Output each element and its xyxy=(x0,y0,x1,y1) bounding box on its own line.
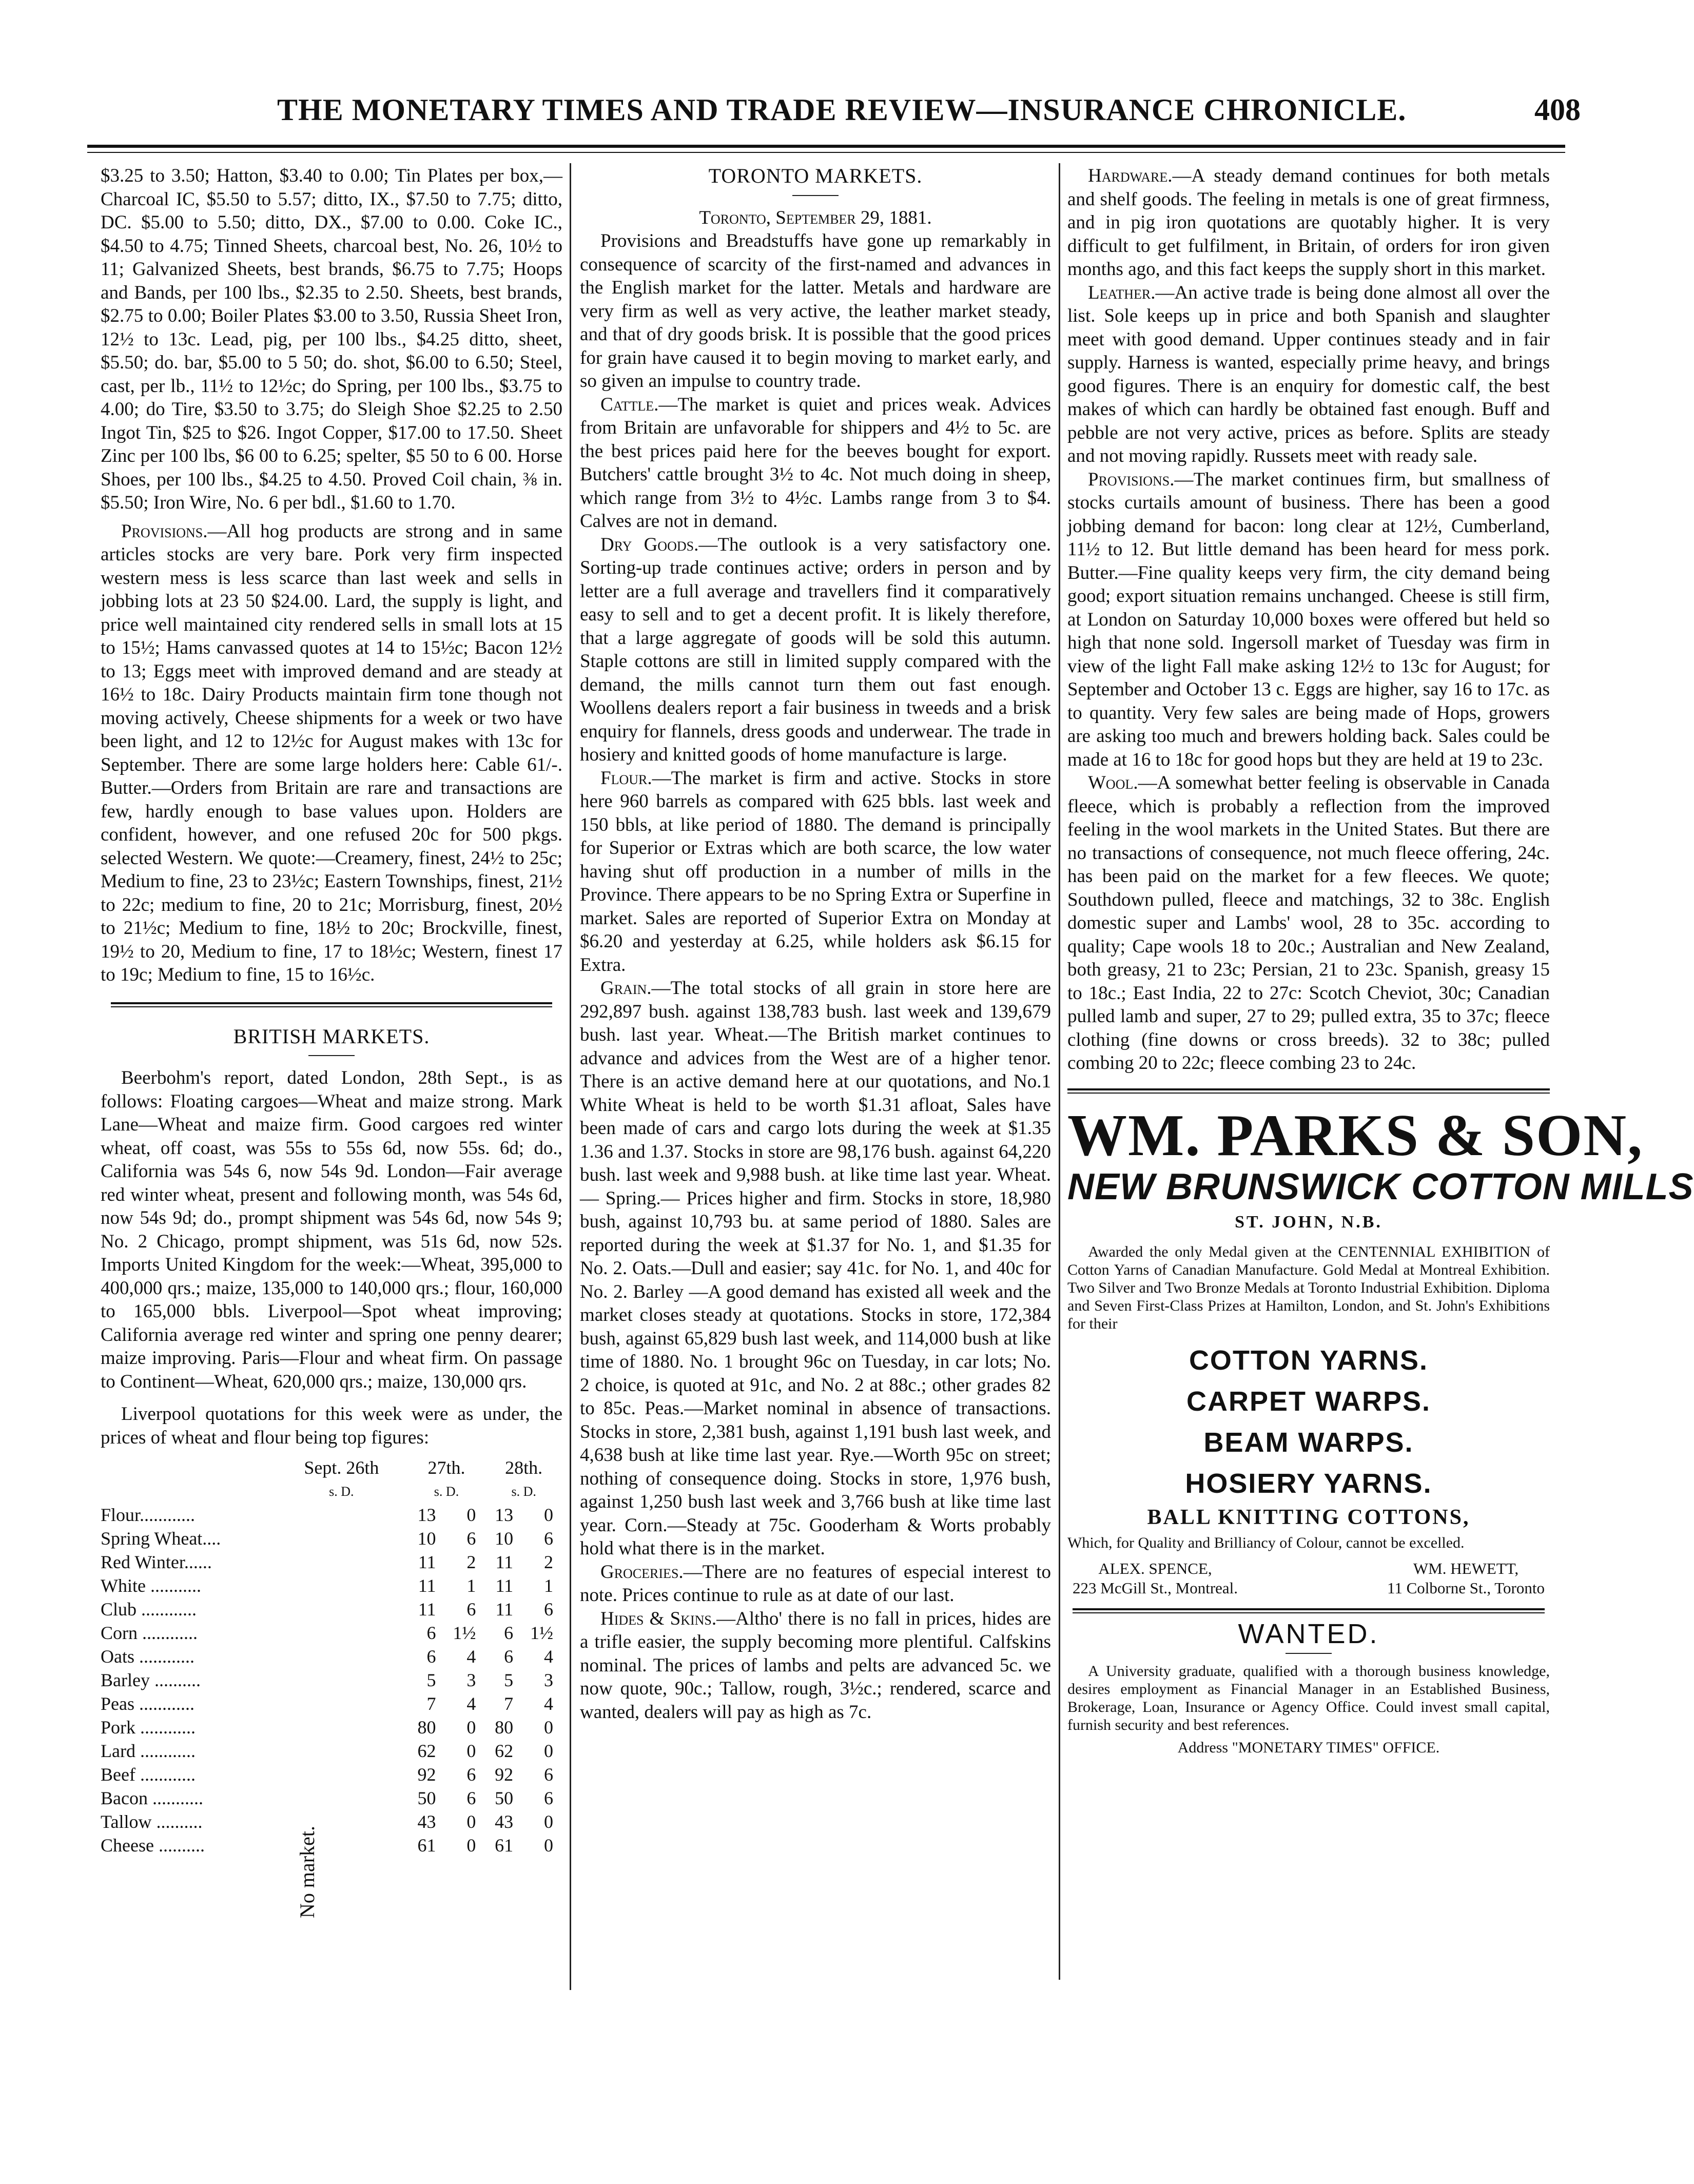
table-cell-27-d: 1½ xyxy=(453,1623,476,1643)
table-row xyxy=(101,1763,562,1787)
table-cell-27-d: 4 xyxy=(466,1693,476,1714)
table-cell-26-d xyxy=(341,1692,407,1716)
table-row xyxy=(101,1740,562,1763)
table-cell-27-d: 6 xyxy=(466,1528,476,1549)
table-cell-27-s: 61 xyxy=(417,1835,436,1856)
liverpool-table-wrap xyxy=(101,1456,562,1918)
table-item: Pork ............ xyxy=(101,1717,196,1738)
dry-goods-text: —The outlook is a very satisfactory one. Sorting-up trade continues active; orders in person and by letter are a full average and travellers find it comparatively easy to sell and to get a decent profit. It is likely therefore, that a large aggregate of goods will be sold this autumn. Staple cottons are still in limited supply compared with the demand, the mills cannot turn them out fast enough. Woollens dealers report a fair business in tweeds and a brisk enquiry for flannels, dress goods and underwear. The trade in hosiery and knitted goods of home manufacture is large. xyxy=(580,534,1051,765)
wool-article xyxy=(1067,771,1550,1075)
table-cell-27-s: 62 xyxy=(417,1741,436,1761)
table-cell-26-s xyxy=(275,1551,341,1574)
british-markets-heading: BRITISH MARKETS. xyxy=(233,1024,430,1048)
table-item: Barley .......... xyxy=(101,1670,201,1690)
groceries-text: —There are no features of especial interest to note. Prices continue to rule as at date of our last. xyxy=(580,1561,1051,1606)
product-hosiery-yarns: HOSIERY YARNS. xyxy=(1185,1468,1432,1499)
dry-goods-article xyxy=(580,533,1051,767)
flour-text: —The market is firm and active. Stocks in store here 960 barrels as compared with 625 bbls. last week and 150 bbls, at like period of 1880. The demand is principally for Superior or Extras which are both scarce, the low water having shut off production in a number of mills in the Province. There appears to be no Spring Extra or Superfine in market. Sales are reported of Superior Extra on Monday at $6.20 and yesterday at 6.25, while holders ask $6.15 for Extra. xyxy=(580,767,1051,976)
table-cell-26-s xyxy=(275,1527,341,1551)
table-cell-28-d: 1½ xyxy=(530,1623,553,1643)
column-divider xyxy=(570,163,571,1990)
liverpool-intro: Liverpool quotations for this week were as under, the prices of wheat and flour being top figures: xyxy=(101,1403,562,1448)
table-cell-27-s: 6 xyxy=(426,1623,436,1643)
page-number: 408 xyxy=(1534,93,1581,127)
table-cell-28-d: 0 xyxy=(544,1811,553,1832)
table-row xyxy=(101,1787,562,1810)
provisions-label-2: Provisions. xyxy=(1088,469,1175,490)
ad-ball-cottons: BALL KNITTING COTTONS, xyxy=(1147,1506,1470,1529)
table-cell-27-d: 0 xyxy=(466,1505,476,1525)
table-cell-26-s xyxy=(275,1574,341,1598)
toronto-intro: Provisions and Breadstuffs have gone up remarkably in consequence of scarcity of the first-named and advances in the English market for the latter. Metals and hardware are very firm as well as very active, the leather market steady, and that of dry goods brisk. It is possible that the good prices for grain have caused it to begin moving to market early, and so given an impulse to country trade. xyxy=(580,230,1051,392)
table-cell-26-s xyxy=(275,1740,341,1763)
table-cell-27-s: 5 xyxy=(426,1670,436,1690)
product-beam-warps: BEAM WARPS. xyxy=(1203,1427,1414,1458)
table-cell-27-d: 0 xyxy=(466,1811,476,1832)
header-rule-thin xyxy=(87,152,1565,153)
column-2 xyxy=(580,164,1051,1724)
no-market-label: No market. xyxy=(296,1826,319,1918)
leather-article xyxy=(1067,281,1550,468)
table-cell-26-s xyxy=(275,1692,341,1716)
table-cell-27-s: 50 xyxy=(417,1788,436,1808)
table-cell-28-d: 4 xyxy=(544,1646,553,1667)
table-cell-26-d xyxy=(341,1669,407,1692)
table-cell-27-d: 6 xyxy=(466,1788,476,1808)
table-cell-28-d: 1 xyxy=(544,1575,553,1596)
table-cell-28-s: 11 xyxy=(495,1599,514,1620)
header-rule xyxy=(87,145,1565,148)
table-cell-27-d: 6 xyxy=(466,1599,476,1620)
table-item: Oats ............ xyxy=(101,1646,194,1667)
table-row xyxy=(101,1622,562,1645)
hardware-article xyxy=(1067,164,1550,281)
flour-label: Flour. xyxy=(600,767,652,789)
agent2-name: WM. HEWETT, xyxy=(1413,1559,1519,1577)
cattle-article xyxy=(580,393,1051,533)
table-cell-28-s: 5 xyxy=(504,1670,514,1690)
table-cell-28-s: 61 xyxy=(495,1835,514,1856)
provisions-label: Provisions. xyxy=(121,520,208,542)
table-cell-26-d xyxy=(341,1504,407,1527)
table-cell-28-s: 6 xyxy=(504,1623,514,1643)
table-cell-26-s xyxy=(275,1598,341,1622)
wool-text: —A somewhat better feeling is observable in Canada fleece, which is probably a reflection from the improved feeling in the wool markets in the United States. But there are no transactions of consequence, not much fleece offering, 24c. has been paid on the market for a few fleeces. We quote; Southdown pulled, fleece and matchings, 32 to 38c. English domestic super and Lambs' wool, 28 to 35c. according to quality; Cape wools 18 to 20c.; Australian and New Zealand, both greasy, 21 to 23c; Persian, 21 to 23c. Spanish, greasy 15 to 18c.; East India, 22 to 27c: Scotch Cheviot, 30c; Canadian pulled lamb and super, 27 to 29; pulled extra, 35 to 37c; fleece clothing (fine downs or cross breeds). 32 to 38c; pulled combing 20 to 22c; fleece combing 23 to 24c. xyxy=(1067,772,1550,1074)
table-cell-26-d xyxy=(341,1622,407,1645)
metals-prices: $3.25 to 3.50; Hatton, $3.40 to 0.00; Tin Plates per box,—Charcoal IC, $5.50 to 5.57; ditto, IX., $7.50 to 7.75; ditto, DC. $5.00 to 5.50; ditto, DX., $7.00 to 0.00. Coke IC., $4.50 to 4.75; Tinned Sheets, charcoal best, No. 26, 10½ to 11; Galvanized Sheets, best brands, $6.75 to 7.75; Hoops and Bands, per 100 lbs., $2.35 to 2.50. Sheets, best brands, $2.75 to 0.00; Boiler Plates $3.00 to 3.50, Russia Sheet Iron, 12½ to 13c. Lead, pig, per 100 lbs., $4.25 ditto, sheet, $5.50; do. bar, $5.00 to 5 50; do. shot, $6.00 to 6.50; Steel, cast, per lb., 11½ to 12½c; do Spring, per 100 lbs., $3.75 to 4.00; do Tire, $3.50 to 3.75; do Sleigh Shoe $2.25 to 2.50 Ingot Tin, $25 to $26. Ingot Copper, $17.00 to 17.50. Sheet Zinc per 100 lbs, $6 00 to 6.25; spelter, $5 50 to 6 00. Horse Shoes, per 100 lbs., $4.25 to 4.50. Proved Coil chain, ⅜ in. $5.50; Iron Wire, No. 6 per bdl., $1.60 to 1.70. xyxy=(101,165,562,513)
ad-blurb: Awarded the only Medal given at the CENTENNIAL EXHIBITION of Cotton Yarns of Canadian Manufacture. Gold Medal at Montreal Exhibition. Two Silver and Two Bronze Medals at Toronto Industrial Exhibition. Diploma and Seven First-Class Prizes at Hamilton, London, and St. John's Exhibitions for their xyxy=(1067,1243,1550,1332)
table-cell-27-d: 1 xyxy=(466,1575,476,1596)
wanted-heading: WANTED. xyxy=(1238,1618,1379,1649)
table-cell-27-s: 10 xyxy=(417,1528,436,1549)
table-cell-27-s: 13 xyxy=(417,1505,436,1525)
table-item: Bacon ........... xyxy=(101,1788,203,1808)
agent2-address: 11 Colborne St., Toronto xyxy=(1387,1578,1545,1597)
table-item: Red Winter...... xyxy=(101,1552,212,1572)
table-cell-27-d: 0 xyxy=(466,1835,476,1856)
table-cell-26-d xyxy=(341,1810,407,1834)
table-header-row xyxy=(101,1456,562,1480)
table-cell-27-d: 4 xyxy=(466,1646,476,1667)
column-3 xyxy=(1067,164,1694,1760)
table-row xyxy=(101,1598,562,1622)
toronto-markets-heading: TORONTO MARKETS. xyxy=(708,164,923,187)
table-cell-27-s: 6 xyxy=(426,1646,436,1667)
groceries-label: Groceries. xyxy=(600,1561,684,1583)
dateline: Toronto, September 29, 1881. xyxy=(699,207,932,228)
hides-label: Hides & Skins. xyxy=(600,1608,717,1629)
table-item: Corn ............ xyxy=(101,1623,198,1643)
table-row xyxy=(101,1834,562,1858)
leather-text: —An active trade is being done almost all over the list. Sole keeps up in price and both Spanish and slaughter meet with good demand. Upper continues steady and in fair supply. Harness is wanted, especially prime heavy, and brings good figures. There is an enquiry for domestic calf, the best makes of which can hardly be obtained fast enough. Buff and pebble are not very active, prices as before. Splits are steady and not moving rapidly. Russets meet with ready sale. xyxy=(1067,282,1550,466)
table-cell-26-d xyxy=(341,1574,407,1598)
table-cell-28-d: 6 xyxy=(544,1528,553,1549)
table-cell-26-s xyxy=(275,1504,341,1527)
table-cell-27-d: 2 xyxy=(466,1552,476,1572)
table-cell-26-d xyxy=(341,1551,407,1574)
table-cell-28-s: 6 xyxy=(504,1646,514,1667)
table-cell-28-s: 62 xyxy=(495,1741,514,1761)
table-item: Cheese .......... xyxy=(101,1835,205,1856)
table-cell-28-d: 0 xyxy=(544,1717,553,1738)
table-cell-26-d xyxy=(341,1598,407,1622)
table-item: Flour............ xyxy=(101,1505,196,1525)
unit-27: s. D. xyxy=(434,1484,459,1499)
table-cell-28-d: 0 xyxy=(544,1741,553,1761)
section-rule xyxy=(111,1002,552,1007)
cattle-label: Cattle. xyxy=(600,394,659,415)
table-cell-28-d: 2 xyxy=(544,1552,553,1572)
grain-text: —The total stocks of all grain in store here are 292,897 bush. against 138,783 bush. last week and 139,679 bush. last year. Wheat.—The British market continues to advance and advices from the West are of a higher tenor. There is an active demand here at our quotations, and No.1 White Wheat is held to be worth $1.31 afloat, Sales have been made of cars and cargo lots during the week at $1.35 1.36 and 1.37. Stocks in store are 98,176 bush. against 64,220 bush. last week and 9,988 bush. at like time last year. Wheat.— Spring.— Prices higher and firm. Stocks in store, 18,980 bush, against 10,793 bu. at same period of 1880. Sales are reported during the week at $1.37 for No. 1, and $1.35 for No. 2. Oats.—Dull and easier; say 41c. for No. 1, and 40c for No. 2. Barley —A good demand has existed all week and the market closes steady at quotations. Stocks in store, 172,384 bush, against 65,829 bush last week, and 114,000 bush at like time of 1880. No. 1 brought 96c on Tuesday, in car lots; No. 2 choice, is quoted at 91c, and No. 2 at 88c.; other grades 82 to 85c. Peas.—Market nominal in absence of transactions. Stocks in store, 2,381 bush, against 1,191 bush last week, and 4,638 bush at like time last year. Rye.—Worth 95c on street; nothing of consequence doing. Stocks in store, 1,976 bush, against 1,250 bush last week and 3,766 bush at like time last year. Corn.—Steady at 75c. Gooderham & Worts probably hold what there is in the market. xyxy=(580,978,1051,1559)
table-item: Lard ............ xyxy=(101,1741,196,1761)
table-cell-26-d xyxy=(341,1787,407,1810)
table-row xyxy=(101,1645,562,1669)
table-cell-26-s xyxy=(275,1645,341,1669)
table-item: White ........... xyxy=(101,1575,201,1596)
table-cell-26-d xyxy=(341,1716,407,1740)
agent-toronto xyxy=(1387,1559,1545,1598)
table-row xyxy=(101,1716,562,1740)
table-cell-28-s: 10 xyxy=(495,1528,514,1549)
liverpool-price-table xyxy=(101,1456,562,1858)
table-cell-26-s xyxy=(275,1622,341,1645)
table-row xyxy=(101,1527,562,1551)
agent1-name: ALEX. SPENCE, xyxy=(1098,1559,1212,1577)
grain-label: Grain. xyxy=(600,978,652,999)
hardware-label: Hardware. xyxy=(1088,165,1173,186)
table-cell-28-d: 6 xyxy=(544,1788,553,1808)
product-cotton-yarns: COTTON YARNS. xyxy=(1189,1345,1429,1376)
column-divider xyxy=(1059,163,1060,1980)
table-cell-27-d: 0 xyxy=(466,1741,476,1761)
table-cell-28-s: 13 xyxy=(495,1505,514,1525)
provisions-text-2: —The market continues firm, but smallness of stocks curtails amount of business. There has been a good jobbing demand for bacon: long clear at 12½, Cumberland, 11½ to 12. But little demand has been heard for mess pork. Butter.—Fine quality keeps very firm, the city demand being good; export situation remains unchanged. Cheese is still firm, at London on Saturday 10,000 boxes were offered but held so high that none sold. Ingersoll market of Tuesday was firm in view of the light Fall make asking 12½ to 13c for August; for September and October 13 c. Eggs are higher, say 16 to 17c. as to quantity. Very few sales are being made of Hops, growers are asking too much and brewers holding back. Sales could be made at 16 to 18c for good hops but they are held at 19 to 23c. xyxy=(1067,469,1550,770)
hardware-text: —A steady demand continues for both metals and shelf goods. The feeling in metals is one of great firmness, and in pig iron quotations are quotably higher. It is very difficult to get fulfilment, in Britain, of orders for iron given months ago, and this fact keeps the supply short in this market. xyxy=(1067,165,1550,280)
unit-26: s. D. xyxy=(329,1484,354,1499)
agent1-address: 223 McGill St., Montreal. xyxy=(1073,1578,1238,1597)
wanted-address: Address "MONETARY TIMES" OFFICE. xyxy=(1177,1739,1440,1756)
table-cell-27-s: 80 xyxy=(417,1717,436,1738)
wool-label: Wool. xyxy=(1088,772,1138,793)
table-item: Beef ............ xyxy=(101,1764,196,1785)
table-item: Peas ............ xyxy=(101,1693,194,1714)
table-row xyxy=(101,1504,562,1527)
ad-rule xyxy=(1067,1088,1550,1094)
table-cell-28-d: 6 xyxy=(544,1764,553,1785)
table-row xyxy=(101,1551,562,1574)
table-cell-28-s: 11 xyxy=(495,1575,514,1596)
table-cell-26-d xyxy=(341,1763,407,1787)
table-cell-26-s xyxy=(275,1787,341,1810)
table-cell-27-s: 11 xyxy=(418,1575,436,1596)
wanted-rule xyxy=(1073,1608,1545,1613)
hides-article xyxy=(580,1607,1051,1724)
table-cell-28-s: 43 xyxy=(495,1811,514,1832)
british-report: Beerbohm's report, dated London, 28th Sept., is as follows: Floating cargoes—Wheat and maize strong. Mark Lane—Wheat and maize firm. Good cargoes red winter wheat, off coast, was 55s to 55s 6d, now 55s. 6d; do., California was 54s 6, now 54s 9d. London—Fair average red winter wheat, present and following month, was 54s 6d, now 54s 9d; do., prompt shipment was 54s 6d, now 54s 9; No. 2 Chicago, prompt shipment, was 51s 6d, now 52s. Imports United Kingdom for the week:—Wheat, 395,000 to 400,000 qrs.; maize, 135,000 to 140,000 qrs.; flour, 160,000 to 165,000 bbls. Liverpool—Spot wheat improving; California average red winter and spring one penny dearer; maize improving. Paris—Flour and wheat firm. On passage to Continent—Wheat, 620,000 qrs.; maize, 130,000 qrs. xyxy=(101,1067,562,1392)
grain-article xyxy=(580,977,1051,1561)
table-cell-28-s: 7 xyxy=(504,1693,514,1714)
table-cell-26-d xyxy=(341,1645,407,1669)
provisions-article-2 xyxy=(1067,468,1550,772)
table-cell-27-s: 11 xyxy=(418,1599,436,1620)
cattle-text: —The market is quiet and prices weak. Advices from Britain are unfavorable for shippers and 4½ to 5c. are the best prices paid here for the beeves bought for export. Butchers' cattle brought 3½ to 4c. Not much doing in sheep, which range from 3½ to 4½c. Lambs range from 3 to $4. Calves are not in demand. xyxy=(580,394,1051,532)
ad-quality: Which, for Quality and Brilliancy of Colour, cannot be excelled. xyxy=(1067,1534,1465,1551)
ad-city: ST. JOHN, N.B. xyxy=(1235,1212,1383,1232)
heading-rule xyxy=(792,195,839,196)
flour-article xyxy=(580,767,1051,977)
col-header-28: 28th. xyxy=(505,1457,543,1478)
leather-label: Leather. xyxy=(1088,282,1156,303)
product-carpet-warps: CARPET WARPS. xyxy=(1186,1386,1431,1417)
ad-subtitle: NEW BRUNSWICK COTTON MILLS xyxy=(1067,1166,1694,1207)
dry-goods-label: Dry Goods. xyxy=(600,534,699,555)
hides-text: —Altho' there is no fall in prices, hides are a trifle easier, the supply becoming more plentiful. Calfskins nominal. The prices of lambs and pelts are advanced 5c. we now quote, 90c.; Tallow, rough, 3½c.; rendered, scarce and wanted, dealers will pay as high as 7c. xyxy=(580,1608,1052,1723)
table-cell-28-d: 0 xyxy=(544,1835,553,1856)
table-item: Spring Wheat.... xyxy=(101,1528,221,1549)
table-cell-28-d: 6 xyxy=(544,1599,553,1620)
table-unit-row xyxy=(101,1480,562,1504)
table-cell-27-d: 0 xyxy=(466,1717,476,1738)
wanted-body: A University graduate, qualified with a thorough business knowledge, desires employment as Financial Manager in an Established Business, Brokerage, Loan, Insurance or Agency Office. Could invest small capital, furnish security and best references. xyxy=(1067,1663,1550,1733)
table-cell-26-s xyxy=(275,1763,341,1787)
table-item: Club ............ xyxy=(101,1599,197,1620)
provisions-article xyxy=(101,520,562,987)
ad-agents xyxy=(1073,1559,1545,1598)
provisions-text: —All hog products are strong and in same articles stocks are very bare. Pork very firm inspected western mess is less scarce than last week and sells in jobbing lots at 23 50 $24.00. Lard, the supply is light, and price well maintained city rendered sells in small lots at 15 to 15½; Hams canvassed quotes at 14 to 15½c; Bacon 12½ to 13; Eggs meet with improved demand and are steady at 16½ to 18c. Dairy Products maintain firm tone though not moving actively, Cheese shipments for a week or two have been light, and 12 to 12½c for August makes with 13c for September. There are some large holders here: Cable 61/-. Butter.—Orders from Britain are rare and transactions are few, hardly enough to base values upon. Holders are confident, however, and one refused 20c for 500 pkgs. selected Western. We quote:—Creamery, finest, 24½ to 25c; Medium to fine, 23 to 23½c; Eastern Townships, finest, 21½ to 22c; medium to fine, 20 to 21c; Morrisburg, finest, 20½ to 21½c; Medium to fine, 18½ to 20c; Brockville, finest, 19½ to 20, Medium to fine, 17 to 18½c; Western, finest 17 to 19c; Medium to fine, 15 to 16½c. xyxy=(101,520,562,985)
ad-title: WM. PARKS & SON, xyxy=(1067,1102,1644,1168)
table-cell-27-s: 43 xyxy=(417,1811,436,1832)
heading-rule xyxy=(308,1055,355,1056)
table-cell-27-d: 6 xyxy=(466,1764,476,1785)
wanted-short-rule xyxy=(1286,1653,1332,1654)
table-cell-28-d: 4 xyxy=(544,1693,553,1714)
table-row xyxy=(101,1574,562,1598)
table-cell-28-d: 3 xyxy=(544,1670,553,1690)
col-header-27: 27th. xyxy=(427,1457,465,1478)
page-header xyxy=(267,90,1581,136)
masthead-title: THE MONETARY TIMES AND TRADE REVIEW—INSURANCE CHRONICLE. xyxy=(277,93,1407,127)
table-row xyxy=(101,1669,562,1692)
table-cell-26-d xyxy=(341,1740,407,1763)
table-row xyxy=(101,1692,562,1716)
table-cell-27-d: 3 xyxy=(466,1670,476,1690)
col-header-26: Sept. 26th xyxy=(304,1457,379,1478)
groceries-article xyxy=(580,1561,1051,1607)
table-cell-28-s: 11 xyxy=(495,1552,514,1572)
table-row xyxy=(101,1810,562,1834)
table-cell-27-s: 92 xyxy=(417,1764,436,1785)
unit-28: s. D. xyxy=(511,1484,536,1499)
table-cell-28-s: 92 xyxy=(495,1764,514,1785)
agent-montreal xyxy=(1073,1559,1238,1598)
parks-advertisement xyxy=(1067,1102,1694,1598)
table-cell-27-s: 11 xyxy=(418,1552,436,1572)
table-cell-28-s: 50 xyxy=(495,1788,514,1808)
column-1 xyxy=(101,164,562,1918)
table-cell-26-s xyxy=(275,1716,341,1740)
table-cell-26-s xyxy=(275,1669,341,1692)
table-cell-28-d: 0 xyxy=(544,1505,553,1525)
table-cell-26-d xyxy=(341,1527,407,1551)
table-cell-28-s: 80 xyxy=(495,1717,514,1738)
table-cell-26-d xyxy=(341,1834,407,1858)
ad-products xyxy=(1067,1340,1550,1504)
table-item: Tallow .......... xyxy=(101,1811,203,1832)
table-cell-27-s: 7 xyxy=(426,1693,436,1714)
